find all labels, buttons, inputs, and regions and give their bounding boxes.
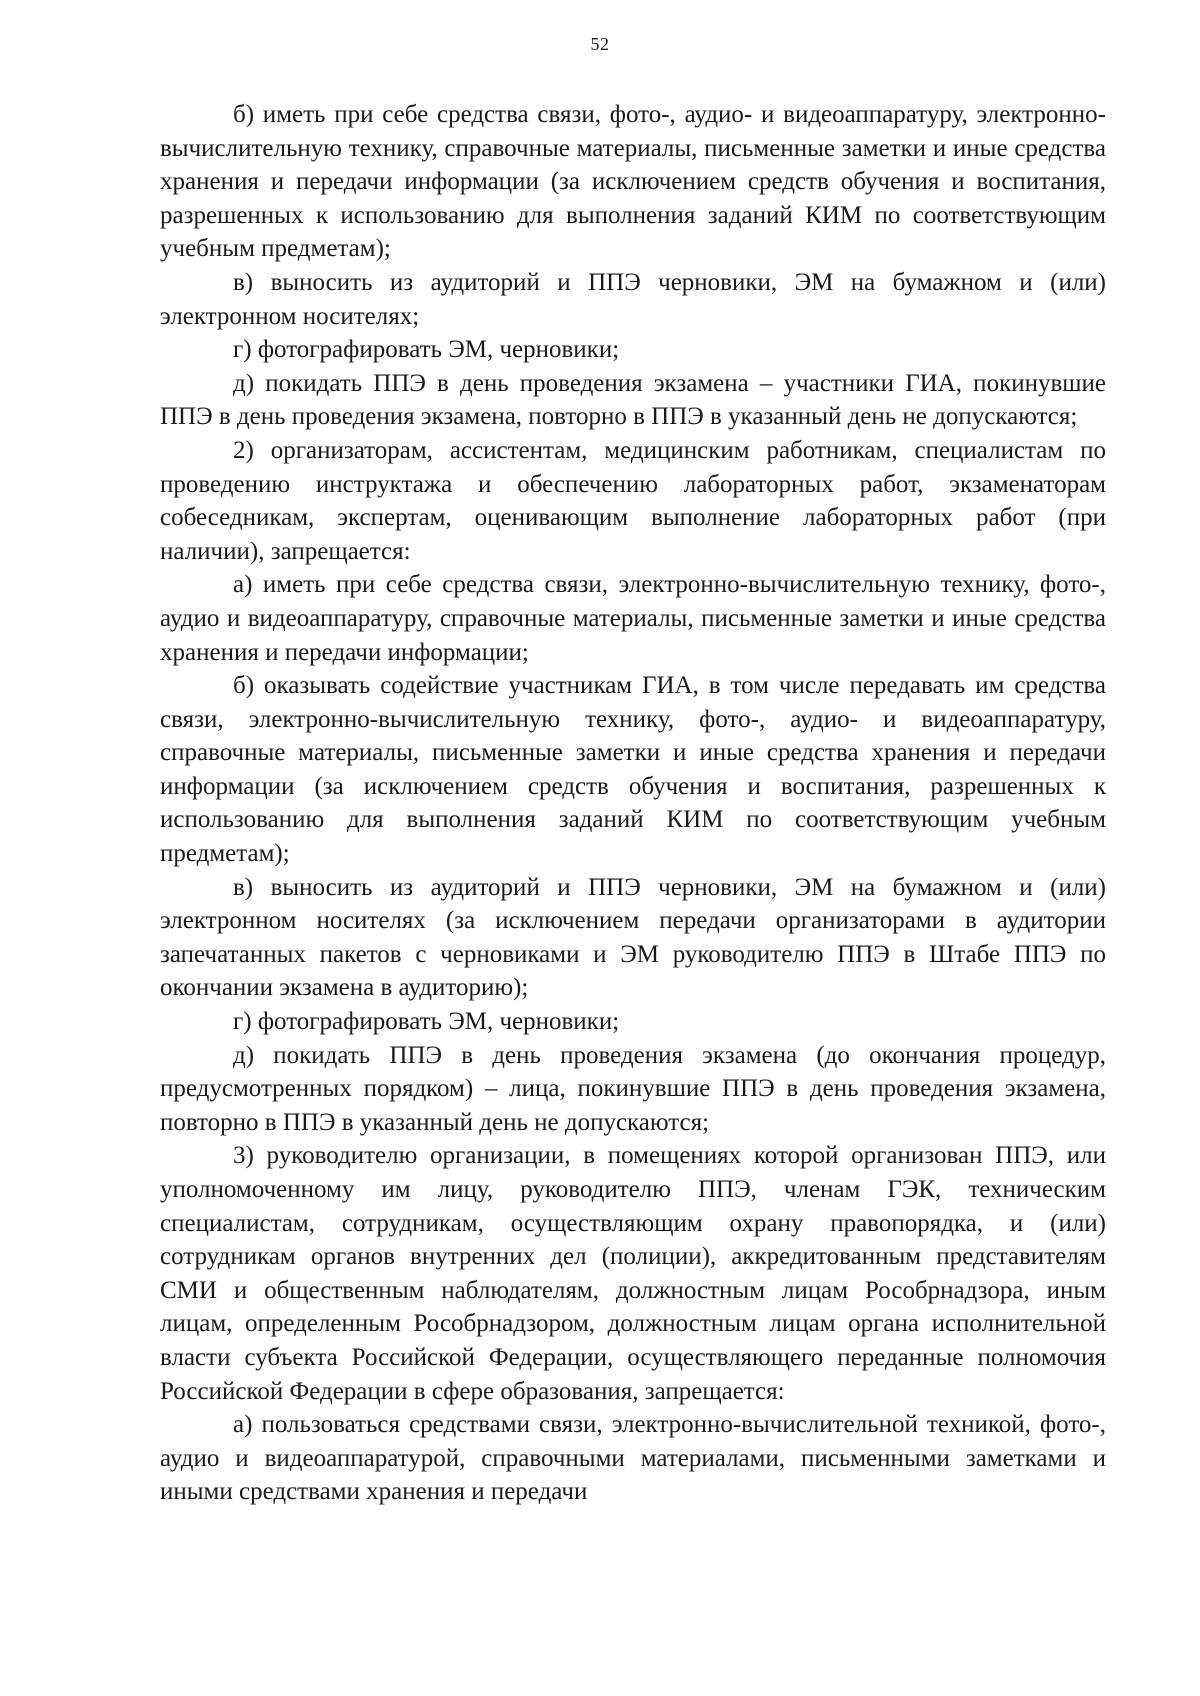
paragraph-1v: в) выносить из аудиторий и ППЭ черновики, ЭМ на бумажном и (или) электронном носителях; — [160, 268, 1106, 330]
paragraph-2g: г) фотографировать ЭМ, черновики; — [233, 1008, 620, 1036]
paragraph-2v: в) выносить из аудиторий и ППЭ черновики, ЭМ на бумажном и (или) электронном носителях (за исключением передачи организаторами в аудитории запечатанных пакетов с черновиками и ЭМ руководителю ППЭ в Штабе ППЭ по окончании экзамена в аудиторию); — [160, 873, 1106, 1002]
document-text — [160, 98, 1106, 1509]
paragraph-3: 3) руководителю организации, в помещениях которой организован ППЭ, или уполномоченному им лицу, руководителю ППЭ, членам ГЭК, техническим специалистам, сотрудникам, осуществляющим охрану правопорядка, и (или) сотрудникам органов внутренних дел (полиции), аккредитованным представителям СМИ и общественным наблюдателям, должностным лицам Рособрнадзора, иным лицам, определенным Рособрнадзором, должностным лицам органа исполнительной власти субъекта Российской Федерации, осуществляющего переданные полномочия Российской Федерации в сфере образования, запрещается: — [160, 1142, 1106, 1405]
paragraph-3a: а) пользоваться средствами связи, электронно-вычислительной техникой, фото-, аудио и видеоаппаратурой, справочными материалами, письменными заметками и иными средствами хранения и передачи — [160, 1411, 1106, 1506]
paragraph-1b: б) иметь при себе средства связи, фото-, аудио- и видеоаппаратуру, электронно-вычислительную технику, справочные материалы, письменные заметки и иные средства хранения и передачи информации (за исключением средств обучения и воспитания, разрешенных к использованию для выполнения заданий КИМ по соответствующим учебным предметам); — [160, 101, 1106, 263]
paragraph-2d: д) покидать ППЭ в день проведения экзамена (до окончания процедур, предусмотренных порядком) – лица, покинувшие ППЭ в день проведения экзамена, повторно в ППЭ в указанный день не допускаются; — [160, 1041, 1106, 1136]
paragraph-2b: б) оказывать содействие участникам ГИА, в том числе передавать им средства связи, электронно-вычислительную технику, фото-, аудио- и видеоаппаратуру, справочные материалы, письменные заметки и иные средства хранения и передачи информации (за исключением средств обучения и воспитания, разрешенных к использованию для выполнения заданий КИМ по соответствующим учебным предметам); — [160, 672, 1106, 868]
page-number: 52 — [590, 34, 610, 54]
paragraph-2: 2) организаторам, ассистентам, медицинским работникам, специалистам по проведению инструктажа и обеспечению лабораторных работ, экзаменаторам собеседникам, экспертам, оценивающим выполнение лабораторных работ (при наличии), запрещается: — [160, 436, 1106, 565]
paragraph-1d: д) покидать ППЭ в день проведения экзамена – участники ГИА, покинувшие ППЭ в день проведения экзамена, повторно в ППЭ в указанный день не допускаются; — [160, 369, 1106, 431]
paragraph-1g: г) фотографировать ЭМ, черновики; — [233, 336, 620, 364]
paragraph-2a: а) иметь при себе средства связи, электронно-вычислительную технику, фото-, аудио и видеоаппаратуру, справочные материалы, письменные заметки и иные средства хранения и передачи информации; — [160, 571, 1106, 666]
